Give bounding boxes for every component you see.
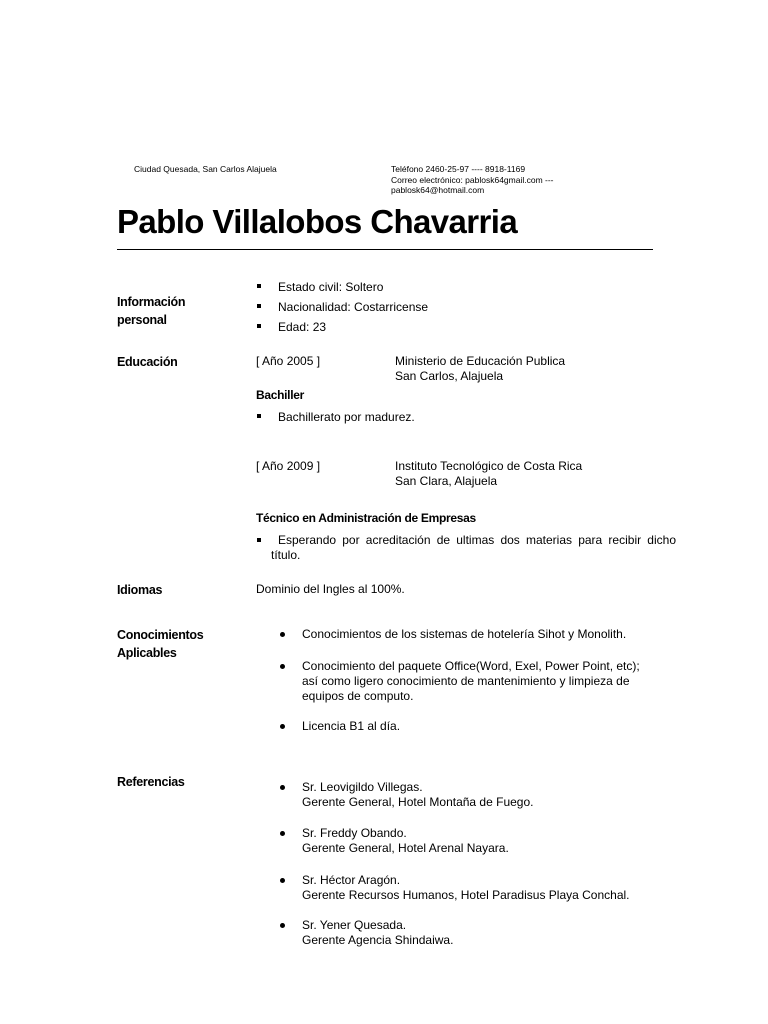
round-bullet-icon — [280, 664, 285, 669]
list-item: Sr. Leovigildo Villegas. Gerente General, Hotel Montaña de Fuego. — [280, 780, 533, 810]
square-bullet-icon — [257, 284, 261, 288]
list-item: Licencia B1 al día. — [280, 719, 400, 734]
education-year-2: [ Año 2009 ] — [256, 459, 321, 473]
section-label-education: Educación — [117, 355, 178, 369]
address-text: Ciudad Quesada, San Carlos Alajuela — [134, 164, 277, 174]
list-item: Nacionalidad: Costarricense — [256, 297, 428, 317]
section-label-languages: Idiomas — [117, 583, 163, 597]
round-bullet-icon — [280, 632, 285, 637]
round-bullet-icon — [280, 878, 285, 883]
list-item: Edad: 23 — [256, 317, 428, 337]
list-item: Sr. Freddy Obando. Gerente General, Hotel Arenal Nayara. — [280, 826, 509, 856]
square-bullet-icon — [257, 414, 261, 418]
list-item: Sr. Héctor Aragón. Gerente Recursos Humanos, Hotel Paradisus Playa Conchal. — [280, 873, 630, 903]
personal-info-list — [256, 277, 428, 337]
list-item: Conocimientos de los sistemas de hotelería Sihot y Monolith. — [280, 627, 626, 642]
candidate-name: Pablo Villalobos Chavarria — [117, 203, 518, 240]
education-institution-1: Ministerio de Educación Publica San Carlos, Alajuela — [395, 354, 566, 383]
section-label-personal: Información personal — [117, 295, 186, 327]
round-bullet-icon — [280, 785, 285, 790]
round-bullet-icon — [280, 923, 285, 928]
contact-block — [391, 164, 651, 196]
education-degree-2: Técnico en Administración de Empresas — [256, 511, 476, 525]
section-label-references: Referencias — [117, 775, 185, 789]
list-item: Conocimiento del paquete Office(Word, Exel, Power Point, etc); así como ligero conocimiento de mantenimiento y limpieza de equipos de computo. — [280, 659, 640, 704]
education-detail-2: Esperando por acreditación de ultimas dos materias para recibir dicho título. — [256, 533, 676, 563]
name-divider — [117, 249, 653, 250]
email-text-line2: pablosk64@hotmail.com — [391, 185, 485, 195]
section-label-skills: Conocimientos Aplicables — [117, 628, 204, 660]
phone-text: Teléfono 2460-25-97 ---- 8918-1169 — [391, 164, 526, 174]
languages-text: Dominio del Ingles al 100%. — [256, 582, 405, 596]
email-text-line1: Correo electrónico: pablosk64gmail.com --- — [391, 174, 554, 185]
education-detail-list-1 — [256, 407, 415, 427]
education-institution-2: Instituto Tecnológico de Costa Rica San Clara, Alajuela — [395, 459, 583, 488]
square-bullet-icon — [257, 324, 261, 328]
list-item: Bachillerato por madurez. — [256, 407, 415, 427]
list-item: Estado civil: Soltero — [256, 277, 428, 297]
education-degree-1: Bachiller — [256, 388, 304, 402]
round-bullet-icon — [280, 724, 285, 729]
education-year-1: [ Año 2005 ] — [256, 354, 321, 368]
square-bullet-icon — [257, 304, 261, 308]
list-item: Sr. Yener Quesada. Gerente Agencia Shindaiwa. — [280, 918, 453, 948]
round-bullet-icon — [280, 831, 285, 836]
square-bullet-icon — [257, 538, 261, 542]
